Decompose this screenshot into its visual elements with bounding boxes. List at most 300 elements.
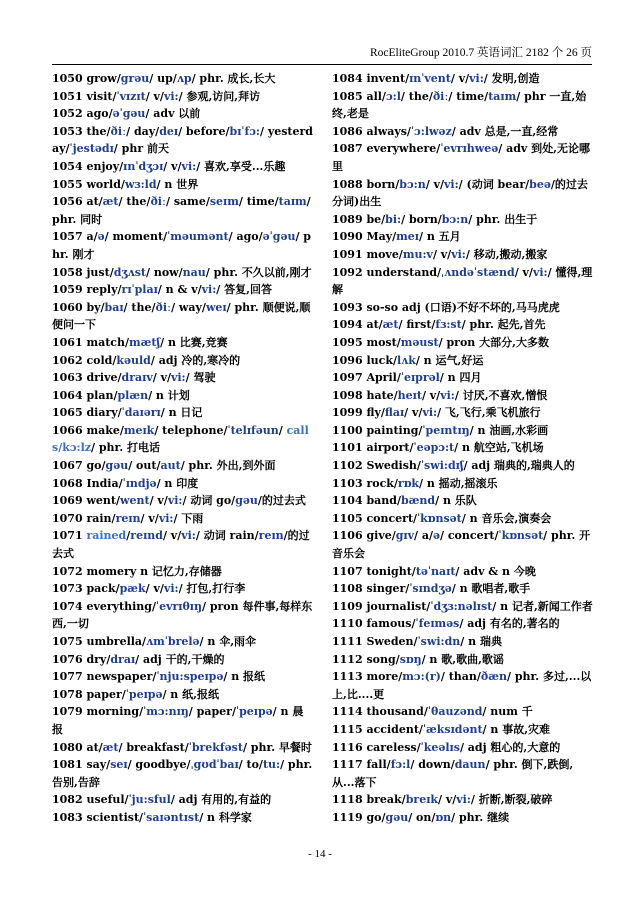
entry-text: / concert/ [440, 529, 499, 543]
entry-text: / phr. 起先,首先 [461, 318, 546, 332]
entry-text: / phr. 早餐时 [242, 740, 312, 754]
vocab-entry [332, 598, 594, 616]
entry-text: / v/ [425, 177, 445, 191]
entry-text: 1097 April/ [332, 371, 401, 385]
entry-text: / adj 干的,干燥的 [135, 652, 225, 666]
entry-text: / n 瑞典 [460, 635, 502, 648]
phonetic-text: ðiː [432, 89, 449, 103]
phonetic-text: vi: [469, 72, 484, 85]
phonetic-text: ɔ:l [385, 89, 401, 103]
vocab-entry [52, 492, 314, 510]
phonetic-text: təˈnaɪt [415, 564, 456, 578]
entry-text: 1108 singer/ [332, 582, 410, 596]
entry-text: / before/ [178, 124, 230, 138]
phonetic-text: pæk [119, 582, 146, 596]
phonetic-text: ˈpeɪntɪŋ [422, 423, 470, 437]
phonetic-text: æt [382, 318, 399, 332]
entry-text: / 打包,打行李 [178, 582, 246, 596]
phonetic-text: meɪ [396, 230, 419, 244]
entry-text: / first/ [398, 318, 436, 332]
phonetic-text: weɪ [205, 300, 227, 314]
vocab-entry [52, 387, 314, 405]
highlighted-text: rained [86, 529, 127, 543]
entry-text: / [126, 529, 131, 543]
entry-text: 1102 Swedish/ [332, 459, 421, 473]
entry-text: 1069 went/ [52, 494, 121, 508]
vocab-entry [52, 686, 314, 704]
phonetic-text: ˈmɔ:nɪŋ [143, 705, 189, 719]
entry-text: 1103 rock/ [332, 476, 398, 490]
entry-text: / adv & n 今晚 [455, 564, 536, 578]
entry-text: 1106 give/ [332, 529, 396, 543]
entry-text: / phr. 刚才 [52, 230, 311, 261]
phonetic-text: rɒk [397, 476, 420, 490]
entry-text: / 动词 go/ [182, 494, 236, 508]
phonetic-text: ɪnˈdʒɔɪ [123, 159, 164, 173]
entry-text: / n 伞,雨伞 [199, 635, 257, 648]
vocab-entry [332, 510, 594, 528]
entry-text: / v/ [140, 511, 159, 525]
phonetic-text: ˈkɒnsət [498, 529, 544, 543]
phonetic-text: breɪk [405, 793, 438, 807]
entry-text: / n 歌唱者,歌手 [451, 582, 531, 596]
entry-text: 1073 pack/ [52, 582, 120, 596]
phonetic-text: ˈfeɪməs [415, 617, 460, 631]
page-number: - 14 - [308, 848, 332, 860]
vocab-entry [52, 422, 314, 457]
vocab-entry [52, 510, 314, 528]
phonetic-text: daun [454, 758, 486, 772]
entry-text: 1066 make/ [52, 423, 124, 437]
phonetic-text: ˈbrekfəst [188, 740, 243, 754]
vocab-entry [52, 457, 314, 475]
entry-text: / phr. 倒下,跌倒,从...落下 [332, 758, 574, 789]
phonetic-text: vi: [163, 89, 179, 103]
vocab-entry [332, 246, 594, 264]
entry-text: / n 报纸 [223, 670, 266, 684]
entry-text: /的过去式 [52, 529, 310, 561]
vocab-entry [332, 352, 594, 370]
entry-text: / born/ [401, 212, 442, 226]
entry-text: 1104 band/ [332, 494, 401, 508]
phonetic-text: bɔ:n [441, 212, 469, 226]
entry-text: 1054 enjoy/ [52, 159, 124, 173]
vocab-entry [52, 809, 314, 827]
entry-text: / 参观,访问,拜访 [178, 89, 261, 103]
entry-text: / 飞,飞行,乘飞机旅行 [437, 406, 541, 420]
entry-text: 1082 useful/ [52, 793, 129, 807]
vocab-entry [332, 439, 594, 457]
entry-text: 1085 all/ [332, 89, 386, 103]
entry-text: 1081 say/ [52, 758, 111, 772]
entry-text: 1071 [52, 529, 87, 543]
entry-text: / phr. 告别,告辞 [52, 758, 313, 789]
entry-text: / adj 有名的,著名的 [459, 617, 560, 631]
vocab-entry [332, 739, 594, 757]
entry-text: / n 记者,新闻工作者 [492, 599, 593, 613]
entry-text: 1111 Sweden/ [332, 635, 418, 648]
entry-text: / n 乐队 [435, 494, 477, 508]
entry-text: 1117 fall/ [332, 758, 391, 772]
vocab-entry [52, 193, 314, 228]
phonetic-text: ˈevrɪhweə [440, 142, 499, 156]
entry-text: / phr. 不久以前,刚才 [205, 265, 312, 279]
entry-text: 1107 tonight/ [332, 564, 416, 578]
entry-text: /的过去分词)出生 [332, 177, 588, 209]
entry-text: 1093 so-so adj (口语)不好不坏的,马马虎虎 [332, 300, 560, 314]
phonetic-text: gɪv [395, 529, 414, 543]
entry-text: 1096 luck/ [332, 353, 397, 367]
entry-text: / down/ [410, 758, 455, 772]
entry-text: 1074 everything/ [52, 599, 156, 613]
vocab-entry [52, 352, 314, 370]
header-rule [52, 64, 592, 65]
entry-text: / moment/ [104, 230, 168, 244]
entry-text: 1101 airport/ [332, 441, 414, 455]
vocab-entry [332, 404, 594, 422]
entry-text: 1051 visit/ [52, 89, 117, 103]
entry-text: 1118 break/ [332, 793, 406, 807]
entry-text: 1060 by/ [52, 300, 105, 314]
entry-text: / 发明,创造 [483, 72, 540, 85]
entry-text: / 下雨 [173, 511, 204, 525]
vocab-entry [52, 739, 314, 757]
phonetic-text: ˈswi:dɪʃ [420, 459, 464, 473]
entry-text: / adv 总是,一直,经常 [451, 124, 559, 138]
vocab-entry [332, 563, 594, 581]
phonetic-text: ˈeɪprəl [400, 371, 440, 385]
highlighted-text: calls/kɔ:lz [52, 423, 309, 455]
entry-text: / time/ [238, 195, 279, 209]
phonetic-text: plæn [117, 388, 149, 402]
vocab-entry [332, 492, 594, 510]
vocab-entry [332, 264, 594, 299]
entry-text: 1098 hate/ [332, 388, 398, 402]
entry-text: 1077 newspaper/ [52, 670, 157, 684]
phonetic-text: ˈvɪzɪt [116, 89, 146, 103]
entry-text: 1094 at/ [332, 318, 383, 332]
entry-text: 1068 India/ [52, 476, 123, 490]
entry-text: / day/ [126, 124, 160, 138]
entry-text: / up/ [149, 72, 177, 85]
entry-text: 1088 born/ [332, 177, 400, 191]
phonetic-text: ˈdʒɜ:nəlɪst [430, 599, 493, 613]
entry-text: 1057 a/ [52, 230, 98, 244]
phonetic-text: ðiː [110, 124, 127, 138]
entry-text: / n 比赛,竞赛 [160, 335, 228, 349]
vocab-entry [52, 158, 314, 176]
phonetic-text: ˈnju:speɪpə [156, 670, 224, 684]
vocab-entry [52, 598, 314, 633]
entry-text: / n 事故,灾难 [482, 722, 551, 736]
phonetic-text: ʌmˈbrelə [146, 635, 200, 648]
entry-text: / ago/ [228, 230, 263, 244]
entry-text: / n 航空站,飞机场 [454, 441, 544, 455]
phonetic-text: vi: [444, 177, 459, 191]
vocab-entry [52, 668, 314, 686]
entry-text: / v/ [162, 529, 182, 543]
entry-text: 1065 diary/ [52, 406, 122, 420]
phonetic-text: vi: [170, 371, 186, 385]
phonetic-text: flaɪ [384, 406, 405, 420]
vocab-entry [332, 756, 594, 791]
phonetic-text: seɪ [110, 758, 128, 772]
phonetic-text: reɪn [258, 529, 284, 543]
entry-text: / v/ [514, 265, 533, 279]
phonetic-text: vi: [440, 388, 455, 402]
entry-text: 1105 concert/ [332, 511, 418, 525]
entry-text: 1078 paper/ [52, 687, 126, 701]
phonetic-text: mætʃ [129, 335, 161, 349]
phonetic-text: heɪt [397, 388, 422, 402]
entry-text: / v/ [421, 388, 441, 402]
phonetic-text: ˈdaɪərɪ [121, 406, 161, 420]
phonetic-text: tu: [262, 758, 281, 772]
vocab-entry [52, 299, 314, 334]
entry-text: / v/ [145, 89, 164, 103]
entry-text: 1059 reply/ [52, 283, 122, 297]
phonetic-text: taɪm [278, 195, 307, 209]
entry-text: 1090 May/ [332, 230, 397, 244]
entry-text: / same/ [166, 195, 210, 209]
entry-text: / n 音乐会,演奏会 [461, 511, 552, 525]
phonetic-text: vi: [456, 793, 471, 807]
page-header: RocEliteGroup 2010.7 英语词汇 2182 个 26 页 [370, 47, 592, 59]
phonetic-text: beə [529, 177, 551, 191]
phonetic-text: taɪm [488, 89, 517, 103]
vocab-entry [52, 580, 314, 598]
entry-text: / [278, 423, 287, 437]
phonetic-text: ˈθauzənd [427, 705, 483, 719]
vocab-entry [52, 264, 314, 282]
entry-text: / 动词 rain/ [195, 529, 259, 543]
vocab-entry [332, 457, 594, 475]
entry-text: / v/ [152, 371, 171, 385]
vocab-entry [332, 211, 594, 229]
phonetic-text: məust [400, 335, 439, 349]
entry-text: 1089 be/ [332, 212, 386, 226]
phonetic-text: ˈæksɪdənt [422, 722, 483, 736]
entry-text: / phr 前天 [113, 142, 169, 156]
phonetic-text: bɪˈfɔ: [229, 124, 260, 138]
entry-text: / pron 每件事,每样东西,一切 [52, 599, 313, 631]
entry-text: / 折断,断裂,破碎 [470, 793, 553, 807]
entry-text: 1050 grow/ [52, 72, 121, 85]
phonetic-text: ˈkeəlɪs [420, 740, 460, 754]
entry-text: / way/ [171, 300, 206, 314]
phonetic-text: ʌp [176, 72, 192, 85]
phonetic-text: fɔ:l [390, 758, 411, 772]
entry-text: / n 歌,歌曲,歌谣 [421, 652, 504, 666]
entry-text: / (动词 bear/ [458, 177, 530, 191]
entry-text: / yesterday/ [52, 124, 313, 156]
entry-text: 1109 journalist/ [332, 599, 431, 613]
phonetic-text: draɪv [121, 371, 153, 385]
phonetic-text: vi: [181, 159, 197, 173]
vocab-entry [332, 651, 594, 669]
entry-text: / v/ [438, 793, 457, 807]
entry-text: / adj 粗心的,大意的 [459, 740, 561, 754]
entry-text: / n 世界 [156, 177, 199, 191]
entry-text: 1056 at/ [52, 195, 103, 209]
phonetic-text: ˈeəpɔ:t [413, 441, 455, 455]
phonetic-text: ˈɔ:lwəz [410, 124, 452, 138]
entry-text: / n 五月 [419, 230, 461, 244]
entry-text: / v/ [149, 494, 168, 508]
phonetic-text: ˈsɪndʒə [409, 582, 452, 596]
phonetic-text: ˈməumənt [167, 230, 229, 244]
vocab-entry [52, 281, 314, 299]
phonetic-text: vi: [532, 265, 548, 279]
vocab-entry [52, 651, 314, 669]
phonetic-text: mɔ:(r) [402, 670, 441, 684]
vocab-entry [52, 369, 314, 387]
phonetic-text: reɪn [115, 511, 141, 525]
vocab-entry [52, 70, 314, 88]
entry-text: /的过去式 [257, 494, 306, 508]
entry-text: 1114 thousand/ [332, 705, 428, 719]
entry-text: / v/ [432, 247, 452, 261]
entry-text: / phr. 开音乐会 [332, 529, 591, 561]
vocab-entry [52, 228, 314, 263]
entry-text: / than/ [440, 670, 481, 684]
vocab-entry [52, 703, 314, 738]
phonetic-text: vi: [181, 529, 196, 543]
phonetic-text: ˌgʊdˈbaɪ [190, 758, 239, 772]
phonetic-text: vi: [163, 582, 179, 596]
phonetic-text: ɒn [435, 810, 452, 824]
phonetic-text: rɪˈplaɪ [121, 283, 158, 297]
vocab-entry [52, 88, 314, 106]
entry-text: / n 四月 [439, 371, 482, 385]
entry-text: / n 日记 [160, 406, 203, 420]
vocab-entry [332, 422, 594, 440]
entry-text: / phr. 同时 [52, 195, 311, 226]
vocab-entry [332, 334, 594, 352]
entry-text: 1113 more/ [332, 670, 403, 684]
vocab-entry [332, 668, 594, 703]
phonetic-text: dʒʌst [113, 265, 146, 279]
phonetic-text: ˈjestədɪ [69, 142, 114, 156]
phonetic-text: mu:v [402, 247, 433, 261]
entry-text: / 驾驶 [185, 371, 216, 385]
phonetic-text: ˈsaɪəntɪst [143, 810, 200, 824]
phonetic-text: vi: [158, 511, 174, 525]
entry-text: / 讨厌,不喜欢,憎恨 [454, 388, 548, 402]
vocab-entry [52, 756, 314, 791]
vocab-entry [332, 580, 594, 598]
entry-text: / v/ [145, 582, 164, 596]
entry-text: / the/ [400, 89, 433, 103]
phonetic-text: gəu [235, 494, 258, 508]
entry-text: 1064 plan/ [52, 388, 118, 402]
entry-text: / n 晨报 [52, 705, 304, 736]
phonetic-text: ɪnˈvent [409, 72, 451, 85]
phonetic-text: əˈgəu [112, 107, 146, 121]
entry-text: / phr. 成长,长大 [191, 72, 276, 85]
entry-text: / n 运气,好运 [415, 353, 484, 367]
entry-text: / time/ [448, 89, 489, 103]
phonetic-text: wɜ:ld [124, 177, 157, 191]
phonetic-text: ə [97, 230, 105, 244]
vocab-entry [52, 123, 314, 158]
entry-text: 1115 accident/ [332, 722, 423, 736]
vocabulary-column-left [52, 70, 314, 827]
entry-text: / n 摇动,摇滚乐 [419, 476, 498, 490]
entry-text: / n 油画,水彩画 [469, 423, 549, 437]
entry-text: / adv 到处,无论哪里 [332, 142, 590, 173]
vocab-entry [52, 105, 314, 123]
entry-text: 1055 world/ [52, 177, 125, 191]
phonetic-text: draɪ [110, 652, 136, 666]
entry-text: / the/ [118, 195, 151, 209]
vocab-entry [332, 88, 594, 123]
vocab-entry [332, 228, 594, 246]
entry-text: / phr. 打电话 [91, 441, 160, 455]
entry-text: / v/ [404, 406, 423, 420]
entry-text: 1119 go/ [332, 810, 386, 824]
entry-text: / on/ [408, 810, 436, 824]
phonetic-text: ˈkɒnsət [417, 511, 462, 525]
vocab-entry [332, 299, 594, 317]
phonetic-text: deɪ [159, 124, 179, 138]
vocab-entry [52, 791, 314, 809]
entry-text: 1100 painting/ [332, 423, 423, 437]
entry-text: / 懂得,理解 [332, 265, 593, 297]
phonetic-text: bænd [400, 494, 436, 508]
entry-text: / n 纸,报纸 [162, 687, 219, 701]
entry-text: 1072 momery n 记忆力,存储器 [52, 564, 222, 578]
entry-text: / phr. 顺便说,顺便问一下 [52, 300, 311, 332]
vocabulary-column-right [332, 70, 594, 827]
entry-text: 1080 at/ [52, 740, 103, 754]
entry-text: / to/ [238, 758, 263, 772]
phonetic-text: ˈswi:dn [417, 635, 461, 648]
vocab-entry [332, 369, 594, 387]
entry-text: 1110 famous/ [332, 617, 416, 631]
phonetic-text: gəu [105, 459, 129, 473]
vocab-entry [52, 334, 314, 352]
entry-text: / adv 以前 [145, 107, 201, 121]
phonetic-text: vi: [167, 494, 183, 508]
vocab-entry [52, 176, 314, 194]
entry-text: / goodbye/ [127, 758, 191, 772]
phonetic-text: ˈɪndjə [122, 476, 157, 490]
entry-text: 1087 everywhere/ [332, 142, 441, 156]
entry-text: 1061 match/ [52, 335, 130, 349]
phonetic-text: ðiː [155, 300, 172, 314]
phonetic-text: nau [182, 265, 206, 279]
entry-text: 1075 umbrella/ [52, 635, 147, 648]
entry-text: / n 计划 [148, 388, 190, 402]
vocab-entry [332, 176, 594, 211]
phonetic-text: vi: [422, 406, 438, 420]
phonetic-text: əˈgəu [262, 230, 296, 244]
entry-text: / now/ [145, 265, 183, 279]
phonetic-text: gəu [385, 810, 409, 824]
entry-text: / the/ [123, 300, 156, 314]
entry-text: / adj 瑞典的,瑞典人的 [463, 459, 575, 473]
vocab-entry [332, 475, 594, 493]
entry-text: 1079 morning/ [52, 705, 144, 719]
entry-text: / v/ [450, 72, 470, 85]
vocab-entry [332, 721, 594, 739]
phonetic-text: aut [160, 459, 181, 473]
entry-text: 1084 invent/ [332, 72, 410, 85]
vocab-entry [52, 475, 314, 493]
phonetic-text: ə [433, 529, 440, 543]
entry-text: / phr. 出生于 [468, 212, 538, 226]
